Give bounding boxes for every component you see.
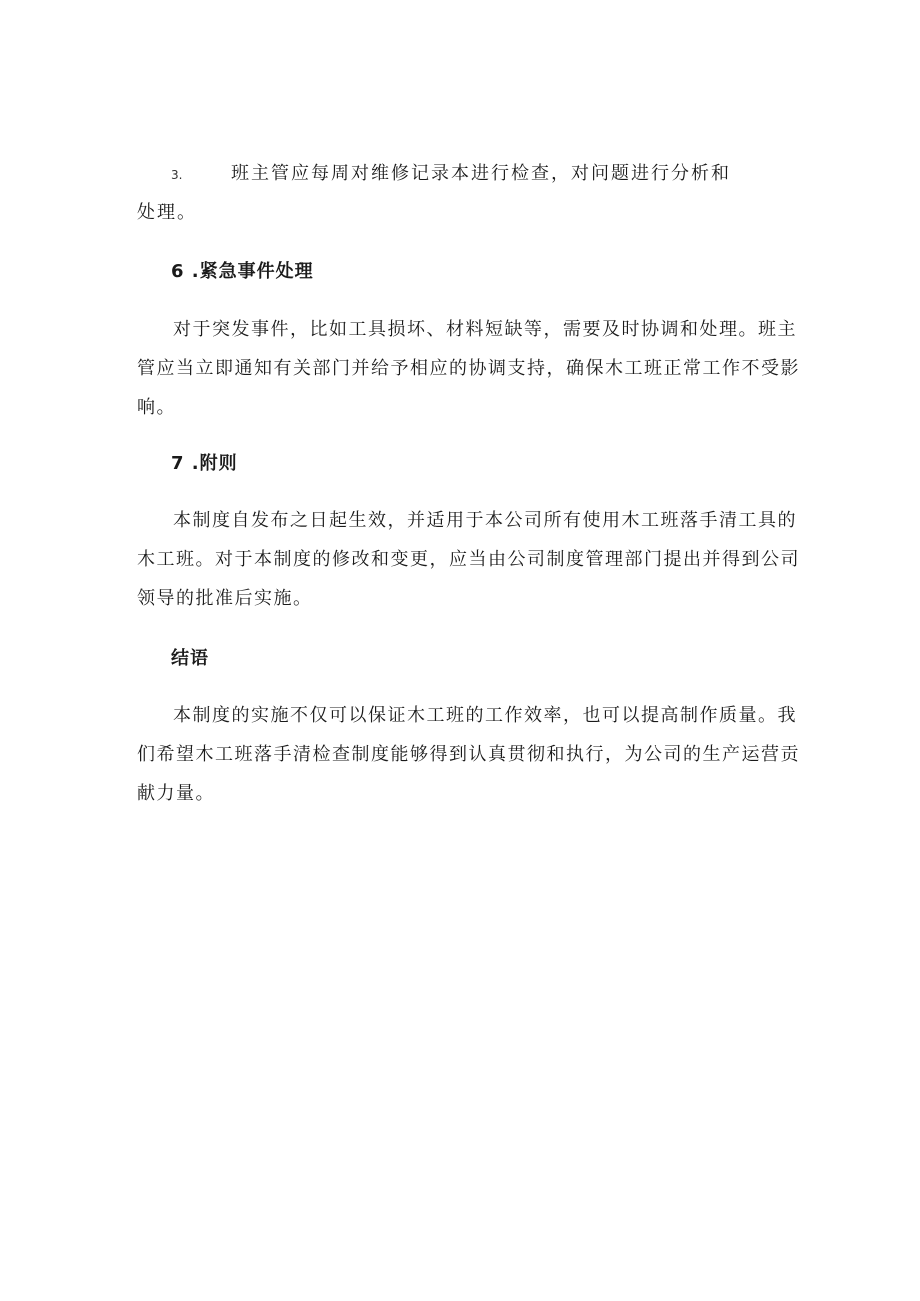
paragraph-line: 本制度自发布之日起生效，并适用于本公司所有使用木工班落手清工具的 — [173, 510, 797, 531]
list-item-continuation: 处理。 — [137, 202, 197, 223]
paragraph-line: 对于突发事件，比如工具损坏、材料短缺等，需要及时协调和处理。班主 — [173, 319, 797, 340]
section-paragraph-appendix — [137, 501, 800, 618]
section-paragraph-conclusion — [137, 696, 800, 813]
list-number: 3. — [171, 168, 183, 182]
paragraph-line: 献力量。 — [137, 783, 215, 804]
paragraph-line: 木工班。对于本制度的修改和变更，应当由公司制度管理部门提出并得到公司 — [137, 549, 800, 570]
paragraph-line: 管应当立即通知有关部门并给予相应的协调支持，确保木工班正常工作不受影 — [137, 358, 800, 379]
paragraph-line: 响。 — [137, 397, 176, 418]
list-item-text: 班主管应每周对维修记录本进行检查，对问题进行分析和 — [231, 163, 731, 184]
section-heading-conclusion: 结语 — [171, 648, 209, 669]
paragraph-line: 本制度的实施不仅可以保证木工班的工作效率，也可以提高制作质量。我 — [173, 705, 797, 726]
list-item-3 — [0, 160, 920, 192]
paragraph-line: 领导的批准后实施。 — [137, 588, 313, 609]
section-paragraph-emergency — [137, 310, 800, 427]
section-heading-appendix: 7 .附则 — [171, 453, 238, 474]
section-heading-emergency: 6 .紧急事件处理 — [171, 261, 314, 282]
paragraph-line: 们希望木工班落手清检查制度能够得到认真贯彻和执行，为公司的生产运营贡 — [137, 744, 800, 765]
